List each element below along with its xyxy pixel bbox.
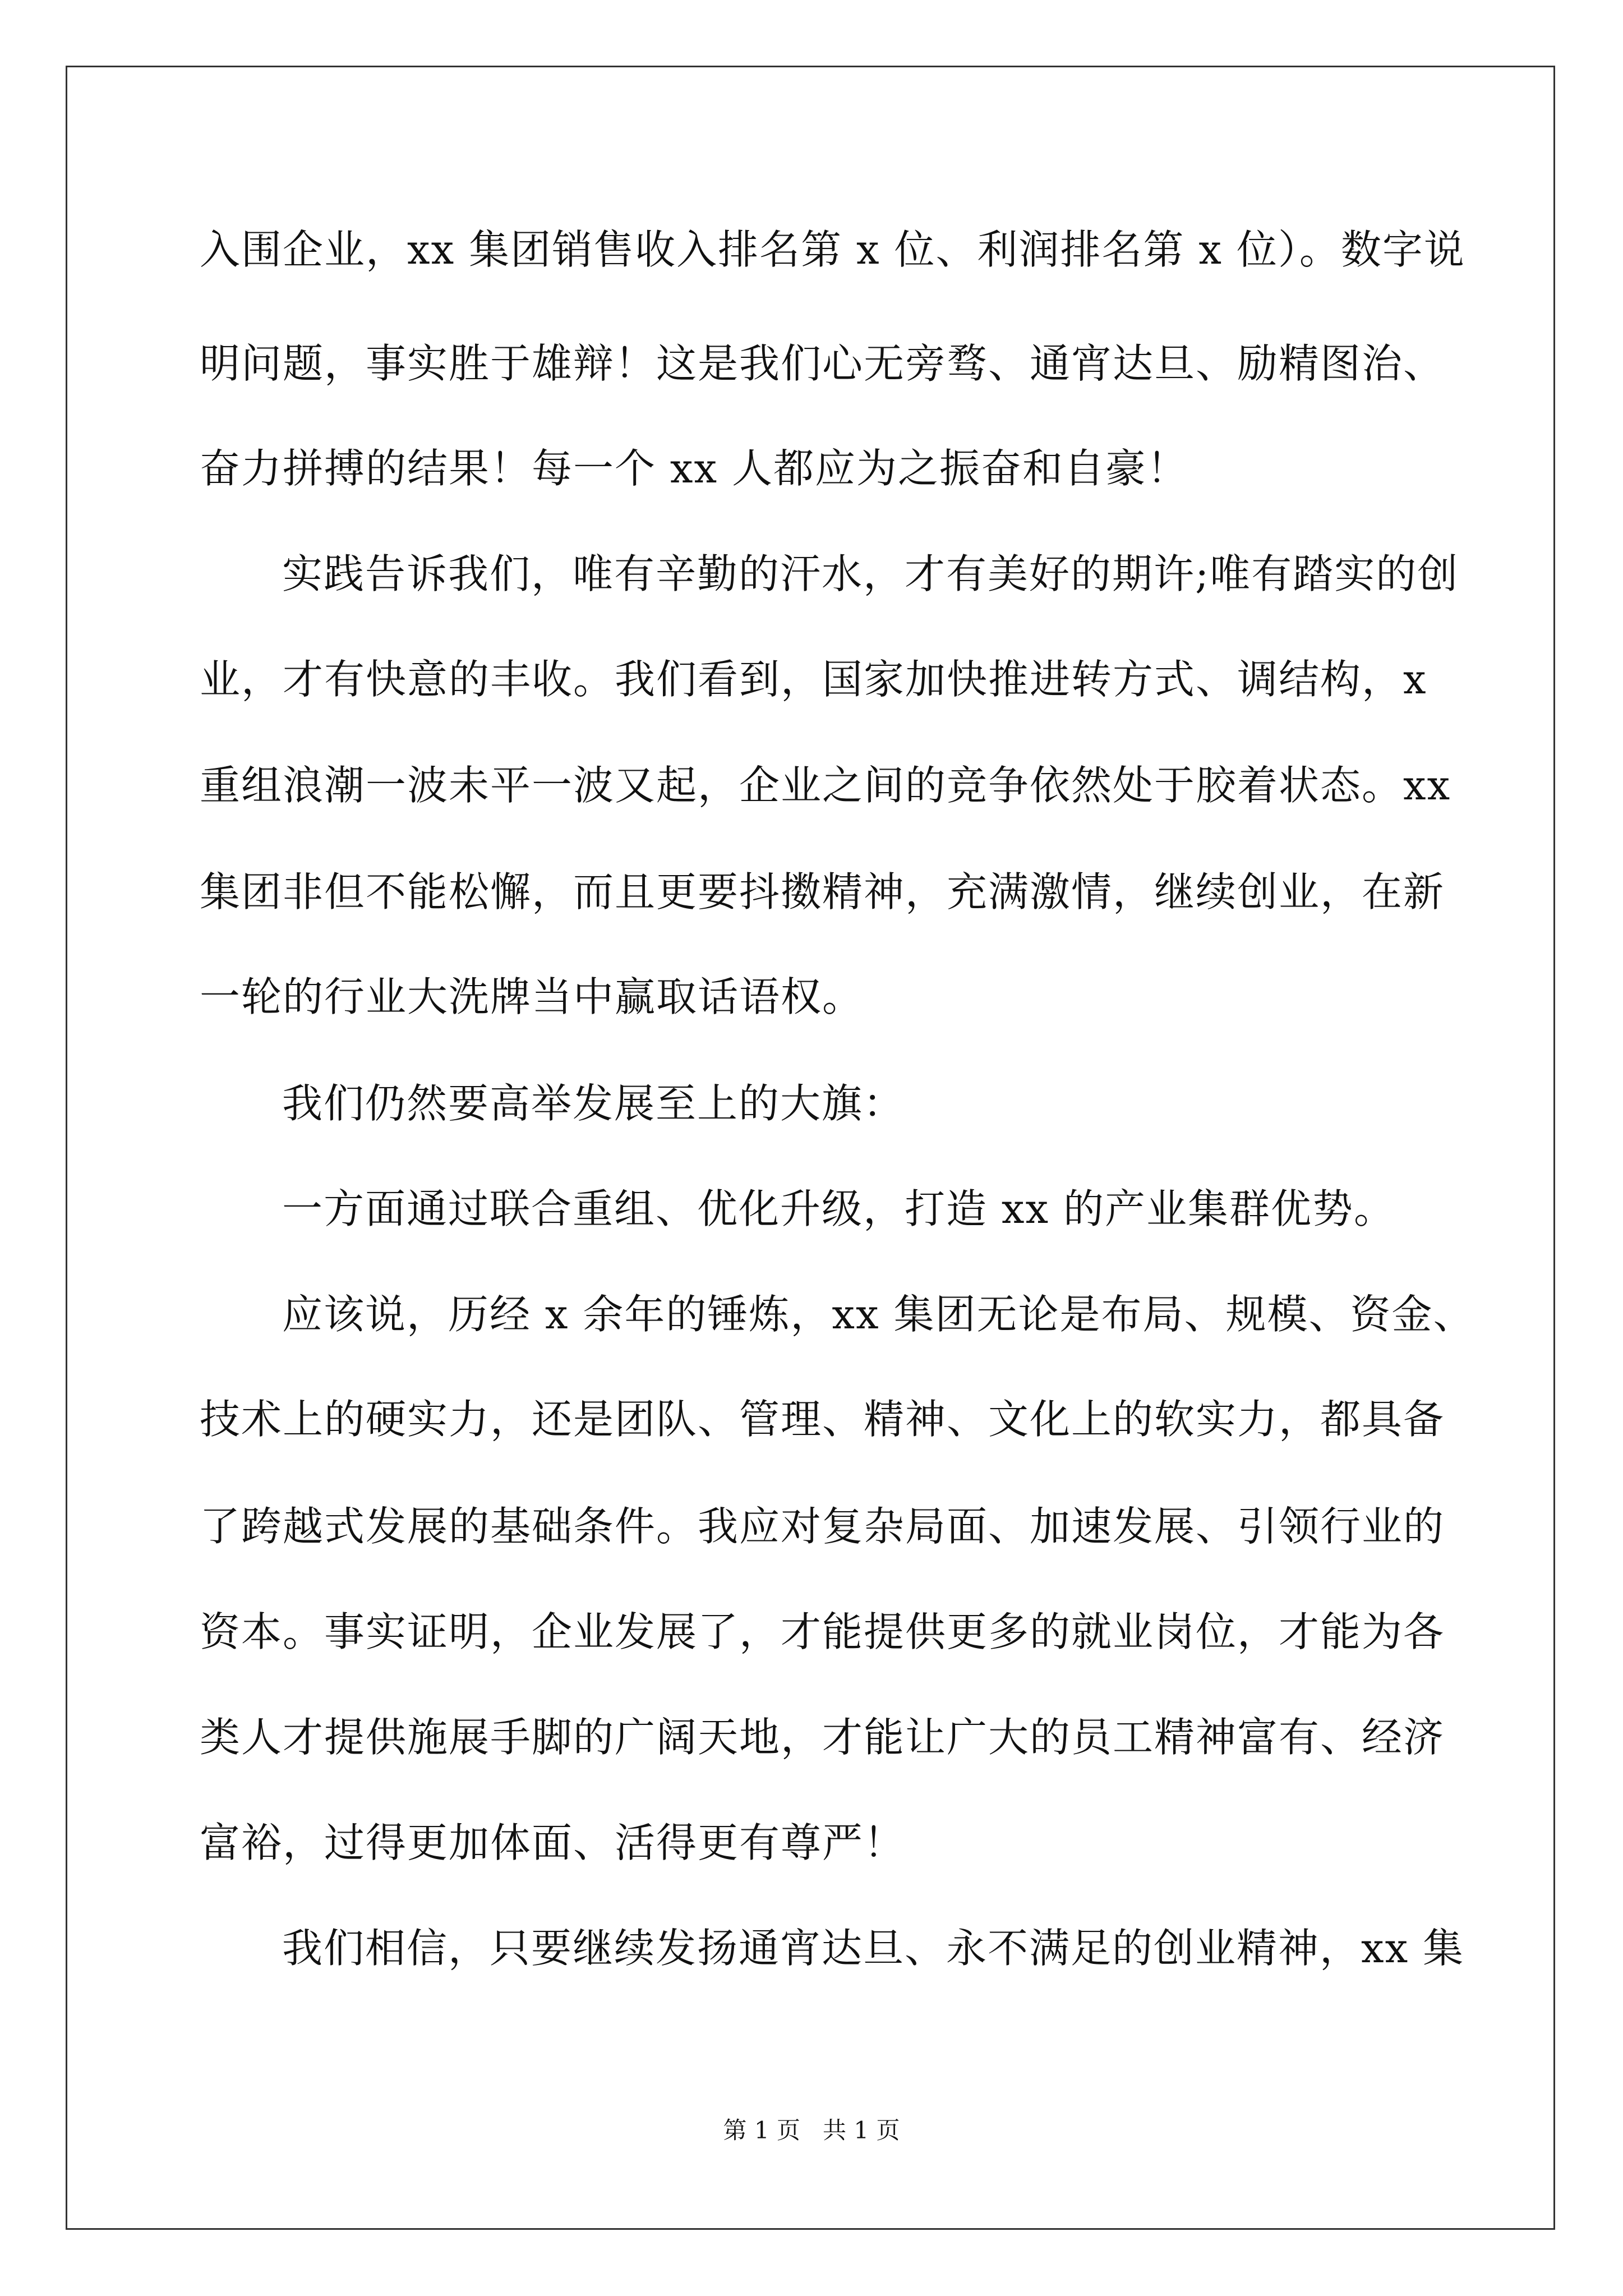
text-line: 了跨越式发展的基础条件。我应对复杂局面、加速发展、引领行业的 [200, 1503, 1445, 1550]
text-line: 富裕，过得更加体面、活得更有尊严！ [200, 1819, 906, 1866]
page-number-footer: 第 1 页 共 1 页 [723, 2116, 900, 2144]
paragraph-first-line: 一方面通过联合重组、优化升级，打造 xx 的产业集群优势。 [282, 1185, 1395, 1232]
page-border [66, 66, 1555, 2230]
paragraph-first-line: 应该说，历经 x 余年的锤炼，xx 集团无论是布局、规模、资金、 [282, 1291, 1475, 1338]
text-line: 技术上的硬实力，还是团队、管理、精神、文化上的软实力，都具备 [200, 1396, 1445, 1443]
text-line: 一轮的行业大洗牌当中赢取话语权。 [200, 973, 864, 1020]
text-line: 资本。事实证明，企业发展了，才能提供更多的就业岗位，才能为各 [200, 1608, 1445, 1655]
text-line: 入围企业，xx 集团销售收入排名第 x 位、利润排名第 x 位）。数字说 [200, 226, 1465, 273]
paragraph-first-line: 实践告诉我们，唯有辛勤的汗水，才有美好的期许;唯有踏实的创 [282, 550, 1459, 597]
text-line: 集团非但不能松懈，而且更要抖擞精神，充满激情，继续创业，在新 [200, 868, 1445, 915]
paragraph-first-line: 我们相信，只要继续发扬通宵达旦、永不满足的创业精神，xx 集 [282, 1925, 1465, 1972]
paragraph-first-line: 我们仍然要高举发展至上的大旗： [282, 1080, 905, 1127]
text-line: 业，才有快意的丰收。我们看到，国家加快推进转方式、调结构，x [200, 656, 1427, 703]
text-line: 明问题，事实胜于雄辩！这是我们心无旁骛、通宵达旦、励精图治、 [200, 340, 1445, 387]
text-line: 重组浪潮一波未平一波又起，企业之间的竞争依然处于胶着状态。xx [200, 762, 1451, 809]
text-line: 奋力拼搏的结果！每一个 xx 人都应为之振奋和自豪！ [200, 445, 1188, 492]
text-line: 类人才提供施展手脚的广阔天地，才能让广大的员工精神富有、经济 [200, 1714, 1445, 1761]
